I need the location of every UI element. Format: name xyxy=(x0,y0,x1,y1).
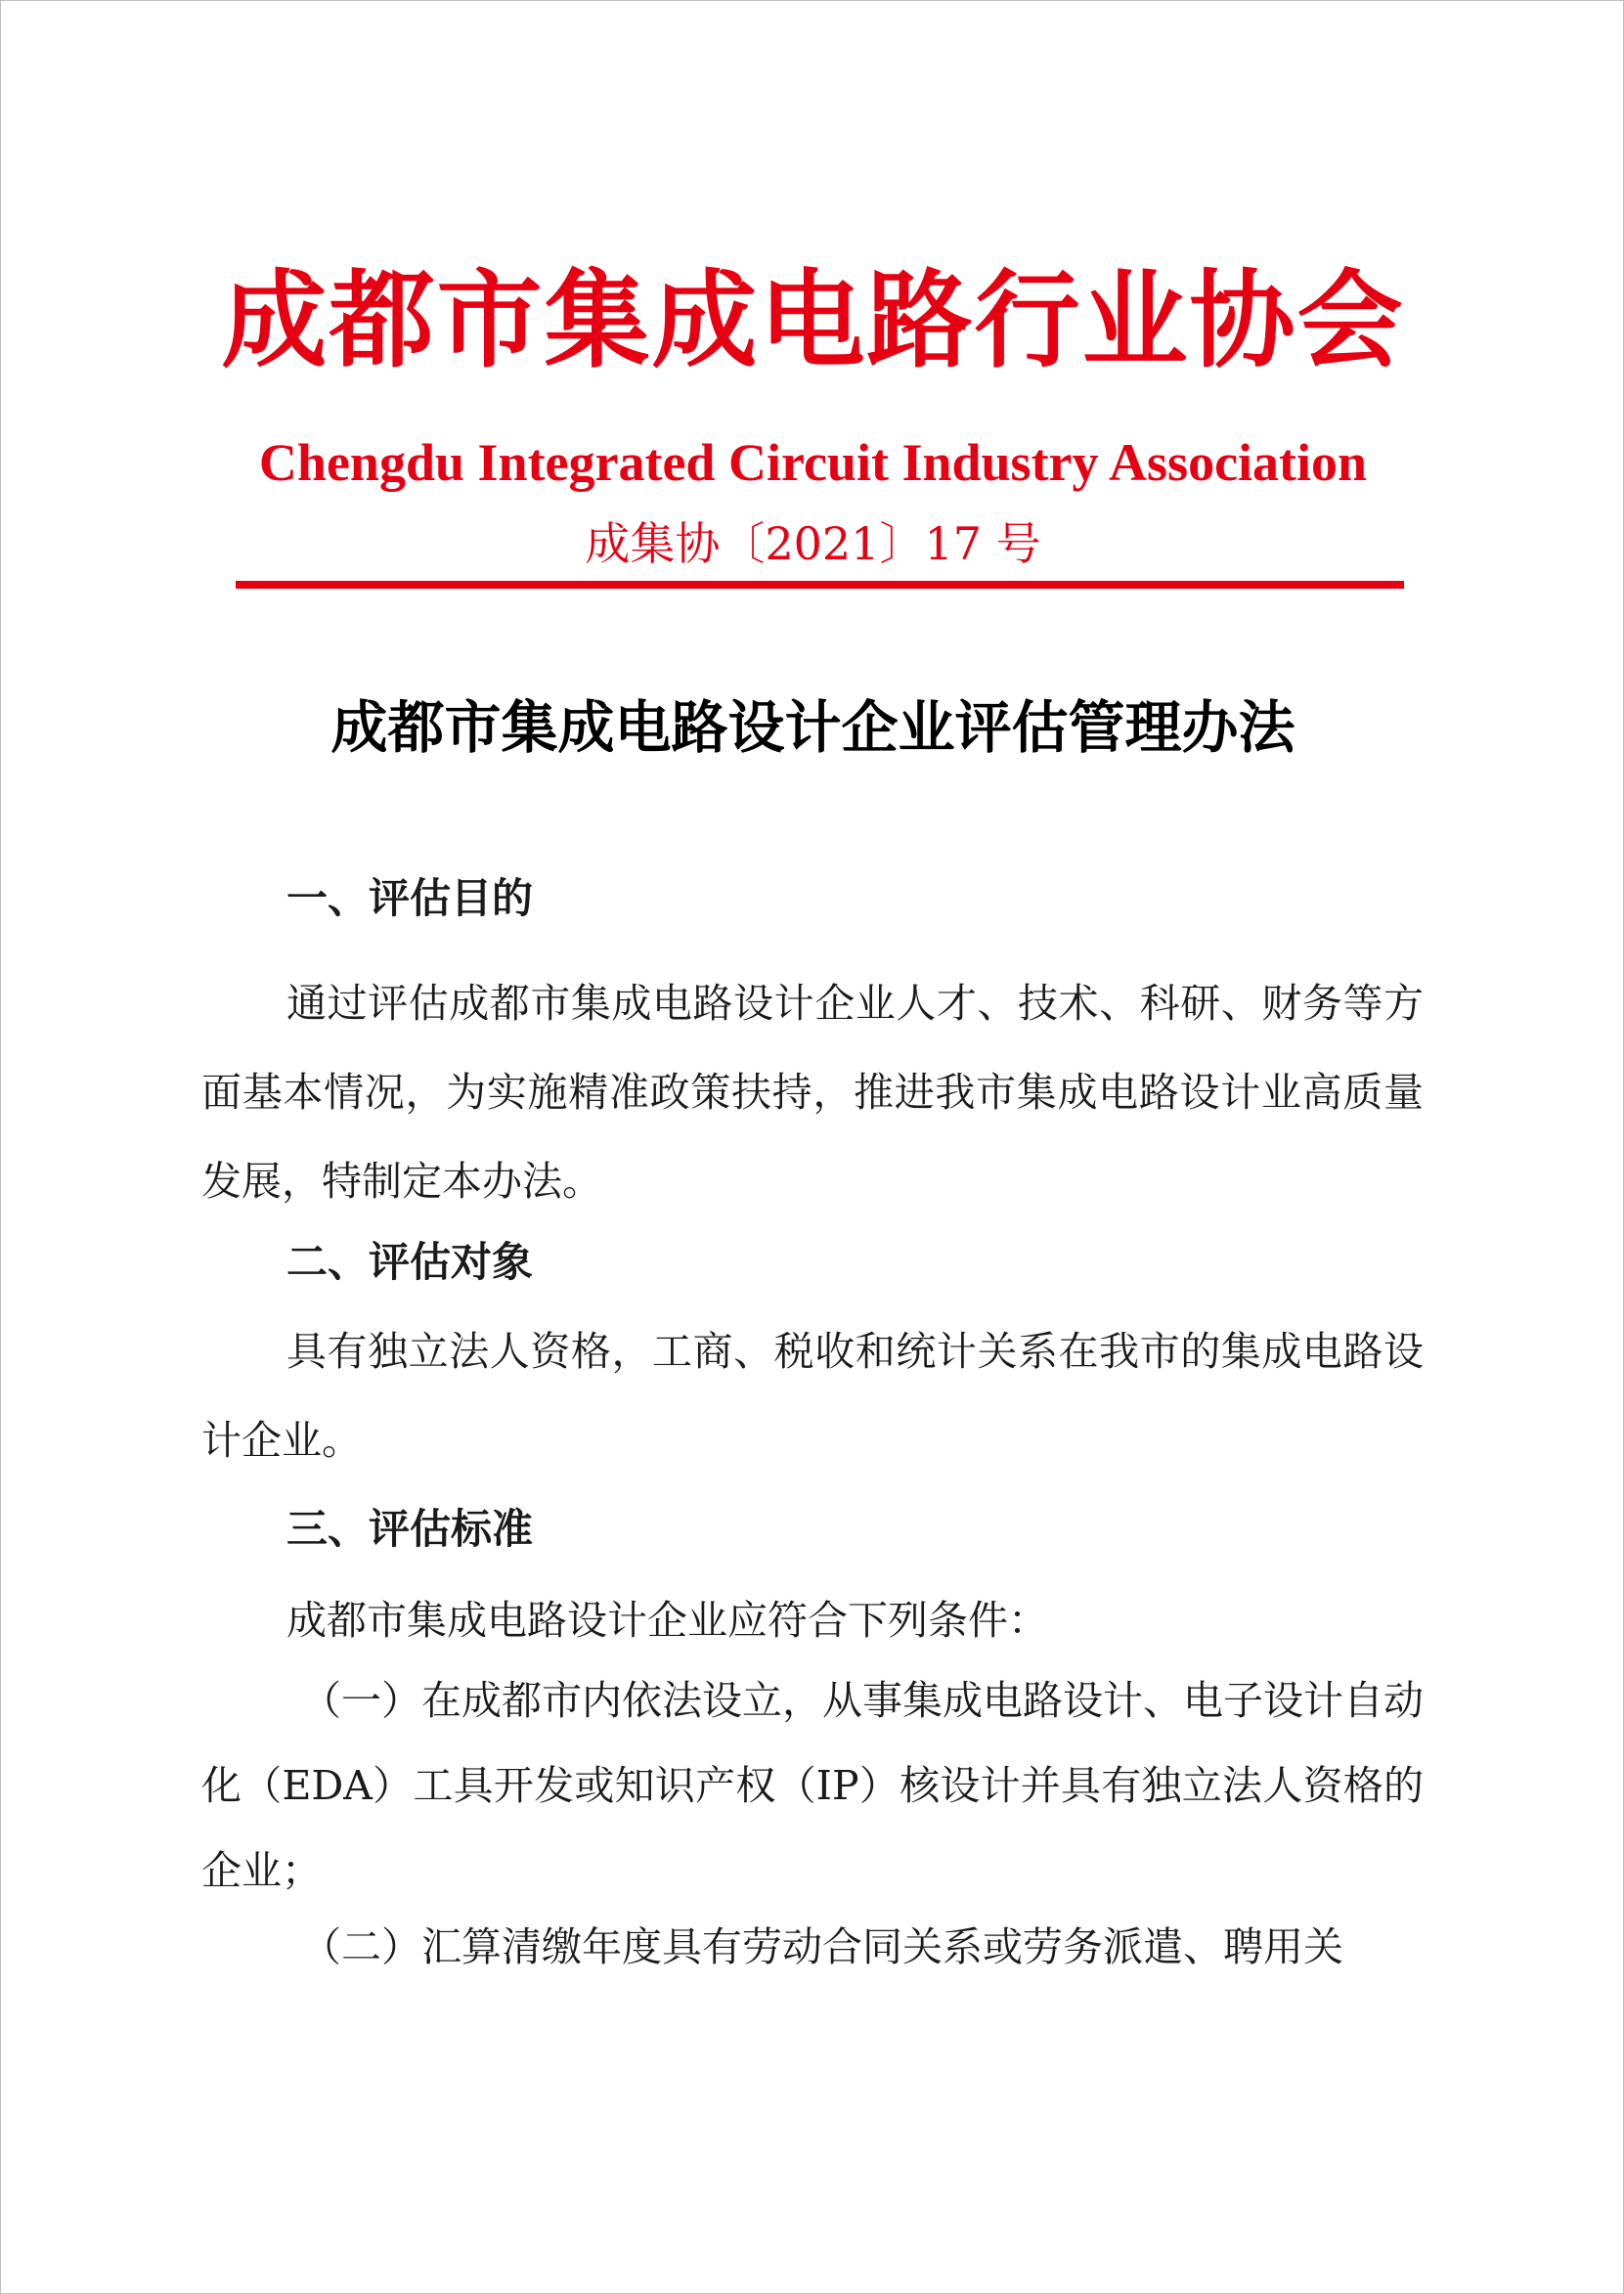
red-divider-line xyxy=(236,581,1404,589)
org-name-cn: 成都市集成电路行业协会 xyxy=(221,259,1405,382)
section-heading-criteria: 三、评估标准 xyxy=(286,1505,534,1553)
paragraph-purpose: 通过评估成都市集成电路设计企业人才、技术、科研、财务等方面基本情况，为实施精准政策扶持，推进我市集成电路设计业高质量发展，特制定本办法。 xyxy=(201,980,1424,1205)
document-title: 成都市集成电路设计企业评估管理办法 xyxy=(330,694,1295,761)
org-name-en: Chengdu Integrated Circuit Industry Association xyxy=(258,433,1368,492)
document-number: 成集协〔2021〕17 号 xyxy=(585,517,1041,570)
paragraph-criteria-item-1: （一）在成都市内依法设立，从事集成电路设计、电子设计自动化（EDA）工具开发或知识产权（IP）核设计并具有独立法人资格的企业； xyxy=(201,1677,1424,1894)
section-heading-purpose: 一、评估目的 xyxy=(286,874,534,922)
paragraph-criteria-item-2: （二）汇算清缴年度具有劳动合同关系或劳务派遣、聘用关 xyxy=(301,1923,1343,1970)
paragraph-criteria-intro: 成都市集成电路设计企业应符合下列条件： xyxy=(286,1597,1048,1644)
section-heading-target: 二、评估对象 xyxy=(286,1238,534,1286)
paragraph-target: 具有独立法人资格，工商、税收和统计关系在我市的集成电路设计企业。 xyxy=(201,1328,1424,1464)
